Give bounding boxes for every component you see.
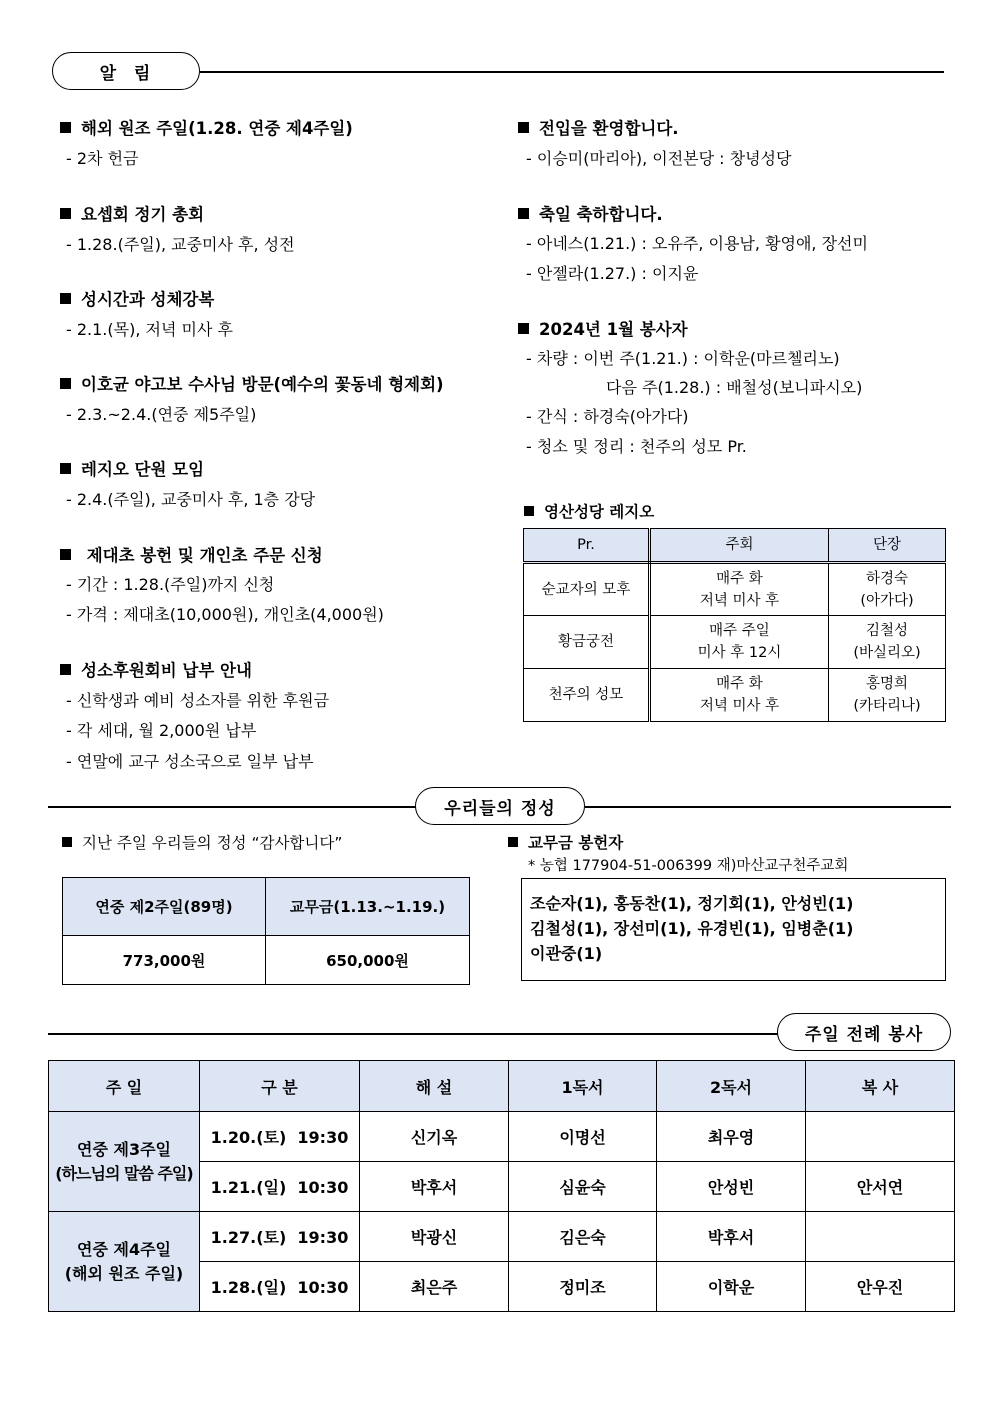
legio-pr-name: 천주의 성모: [524, 669, 650, 722]
legio-leader-name: 홍명희: [865, 676, 909, 692]
legio-meeting-when: 미사 후 12시: [697, 645, 782, 661]
bullet-square-icon: [60, 664, 71, 675]
liturgy-commentary: 박후서: [360, 1162, 509, 1212]
donors-line: 이관중(1): [530, 944, 603, 963]
liturgy-divider: [48, 1033, 778, 1035]
notice-line: - 청소 및 정리 : 천주의 성모 Pr.: [526, 437, 747, 456]
offering-header-sunday: 연중 제2주일(89명): [63, 878, 266, 936]
liturgy-commentary: 신기옥: [360, 1112, 509, 1162]
legio-leader-baptismal: (바실리오): [853, 645, 921, 661]
notice-divider: [200, 71, 944, 73]
bullet-square-icon: [518, 323, 529, 334]
notice-heading: [60, 115, 353, 139]
notice-line: - 1.28.(주일), 교중미사 후, 성전: [66, 235, 295, 254]
legio-header-pr: Pr.: [524, 529, 650, 563]
legio-row: [524, 616, 946, 669]
offering-section-title: [415, 787, 585, 825]
offering-header-dues: 교무금(1.13.~1.19.): [266, 878, 470, 936]
legio-row: [524, 669, 946, 722]
thanks-heading-text: 지난 주일 우리들의 정성 “감사합니다”: [82, 834, 343, 852]
legio-meeting-when: 저녁 미사 후: [699, 698, 780, 714]
liturgy-section-title: [777, 1013, 951, 1051]
donors-heading: [508, 831, 623, 853]
liturgy-sunday-name: 연중 제3주일: [77, 1139, 171, 1159]
notice-line: - 2.1.(목), 저녁 미사 후: [66, 320, 233, 339]
bullet-square-icon: [60, 463, 71, 474]
donors-line: 조순자(1), 홍동찬(1), 정기회(1), 안성빈(1): [530, 894, 854, 913]
legio-leader-name: 김철성: [865, 623, 909, 639]
notice-title-text: 알 림: [99, 63, 153, 84]
bullet-square-icon: [60, 208, 71, 219]
legio-meeting-day: 매주 화: [716, 676, 763, 692]
notice-line: - 2차 헌금: [66, 149, 139, 168]
legio-pr-name: 순교자의 모후: [524, 563, 650, 616]
notice-heading-text: 2024년 1월 봉사자: [539, 320, 688, 339]
liturgy-time: 1.20.(토) 19:30: [200, 1112, 360, 1162]
liturgy-reading2: 박후서: [657, 1212, 806, 1262]
liturgy-reading2: 안성빈: [657, 1162, 806, 1212]
liturgy-sunday-theme: (해외 원조 주일): [64, 1263, 184, 1283]
liturgy-header-reading2: 2독서: [657, 1061, 806, 1112]
legio-leader-name: 하경숙: [865, 570, 909, 587]
notice-line: - 가격 : 제대초(10,000원), 개인초(4,000원): [66, 605, 384, 624]
liturgy-commentary: 박광신: [360, 1212, 509, 1262]
bullet-square-icon: [60, 378, 71, 389]
legio-leader-baptismal: (카타리나): [853, 698, 921, 714]
liturgy-time: 1.21.(일) 10:30: [200, 1162, 360, 1212]
notice-line: - 연말에 교구 성소국으로 일부 납부: [66, 752, 314, 771]
offering-divider-right: [585, 806, 951, 808]
legio-heading: [524, 500, 654, 522]
liturgy-row: [49, 1112, 955, 1162]
notice-line: - 기간 : 1.28.(주일)까지 신청: [66, 575, 275, 594]
bullet-square-icon: [508, 837, 518, 847]
liturgy-server: [806, 1112, 955, 1162]
legio-meeting-time: [650, 669, 829, 722]
offering-divider-left: [48, 806, 416, 808]
bullet-square-icon: [524, 506, 534, 516]
offering-value-sunday: 773,000원: [63, 936, 266, 985]
legio-leader-baptismal: (아가다): [860, 592, 914, 609]
thanks-heading: [62, 831, 342, 853]
notice-heading: [518, 201, 663, 225]
liturgy-time: 1.27.(토) 19:30: [200, 1212, 360, 1262]
liturgy-reading2: 이학운: [657, 1262, 806, 1312]
liturgy-sunday-theme: (하느님의 말씀 주일): [55, 1163, 193, 1183]
bullet-square-icon: [60, 293, 71, 304]
notice-heading-text: 제대초 봉헌 및 개인초 주문 신청: [81, 546, 323, 565]
notice-heading: [60, 657, 252, 681]
notice-line: - 신학생과 예비 성소자를 위한 후원금: [66, 691, 330, 710]
legio-meeting-time: [650, 616, 829, 669]
account-number: * 농협 177904-51-006399 재)마산교구천주교회: [528, 858, 849, 874]
notice-line: - 2.3.~2.4.(연중 제5주일): [66, 405, 257, 424]
liturgy-server: 안서연: [806, 1162, 955, 1212]
notice-line: - 간식 : 하경숙(아가다): [526, 407, 689, 426]
liturgy-reading1: 이명선: [509, 1112, 657, 1162]
legio-meeting-time: [650, 563, 829, 616]
notice-heading: [60, 542, 323, 566]
liturgy-reading1: 김은숙: [509, 1212, 657, 1262]
legio-header-row: [524, 529, 946, 563]
legio-meeting-day: 매주 주일: [709, 623, 770, 639]
liturgy-header-division: 구 분: [200, 1061, 360, 1112]
legio-leader: [829, 669, 946, 722]
liturgy-sunday-name: 연중 제4주일: [77, 1239, 171, 1259]
liturgy-reading1: 정미조: [509, 1262, 657, 1312]
legio-meeting-when: 저녁 미사 후: [699, 592, 780, 609]
notice-heading: [518, 115, 679, 139]
notice-heading-text: 이호균 야고보 수사님 방문(예수의 꽃동네 형제회): [81, 375, 444, 394]
liturgy-header-reading1: 1독서: [509, 1061, 657, 1112]
liturgy-server: 안우진: [806, 1262, 955, 1312]
offering-header-row: [63, 878, 470, 936]
bullet-square-icon: [60, 122, 71, 133]
legio-heading-text: 영산성당 레지오: [544, 503, 655, 521]
notice-line: - 아네스(1.21.) : 오유주, 이용남, 황영애, 장선미: [526, 234, 868, 253]
legio-header-meeting: 주회: [650, 529, 829, 563]
liturgy-reading1: 심윤숙: [509, 1162, 657, 1212]
notice-section-title: [52, 52, 200, 90]
notice-heading: [60, 286, 214, 310]
legio-leader: [829, 563, 946, 616]
notice-heading-text: 레지오 단원 모임: [81, 460, 205, 479]
bullet-square-icon: [518, 122, 529, 133]
liturgy-time: 1.28.(일) 10:30: [200, 1262, 360, 1312]
legio-header-leader: 단장: [829, 529, 946, 563]
liturgy-table: [48, 1060, 955, 1312]
offering-title-text: 우리들의 정성: [444, 798, 556, 819]
notice-heading: [60, 456, 204, 480]
liturgy-header-server: 복 사: [806, 1061, 955, 1112]
donors-box: [521, 878, 946, 981]
notice-heading: [60, 371, 444, 395]
notice-heading: [518, 316, 688, 340]
notice-line: - 이승미(마리아), 이전본당 : 창녕성당: [526, 149, 792, 168]
offering-value-row: [63, 936, 470, 985]
bullet-square-icon: [60, 549, 71, 560]
notice-heading: [60, 201, 204, 225]
liturgy-reading2: 최우영: [657, 1112, 806, 1162]
notice-line: - 차량 : 이번 주(1.21.) : 이학운(마르첼리노): [526, 349, 840, 368]
notice-line: 다음 주(1.28.) : 배철성(보니파시오): [606, 378, 863, 397]
liturgy-row: [49, 1212, 955, 1262]
notice-heading-text: 성시간과 성체강복: [81, 290, 215, 309]
notice-heading-text: 해외 원조 주일(1.28. 연중 제4주일): [81, 119, 353, 138]
donors-line: 김철성(1), 장선미(1), 유경빈(1), 임병춘(1): [530, 919, 854, 938]
legio-row: [524, 563, 946, 616]
liturgy-title-text: 주일 전례 봉사: [804, 1024, 924, 1045]
legio-leader: [829, 616, 946, 669]
notice-line: - 2.4.(주일), 교중미사 후, 1층 강당: [66, 490, 316, 509]
legio-meeting-day: 매주 화: [716, 570, 763, 587]
bullet-square-icon: [62, 837, 72, 847]
liturgy-header-row: [49, 1061, 955, 1112]
offering-table: [62, 877, 470, 985]
notice-heading-text: 전입을 환영합니다.: [539, 119, 679, 138]
liturgy-commentary: 최은주: [360, 1262, 509, 1312]
notice-heading-text: 요셉회 정기 총회: [81, 205, 205, 224]
liturgy-header-commentary: 해 설: [360, 1061, 509, 1112]
legio-pr-name: 황금궁전: [524, 616, 650, 669]
liturgy-sunday-cell: [49, 1212, 200, 1312]
notice-line: - 안젤라(1.27.) : 이지윤: [526, 264, 699, 283]
donors-heading-text: 교무금 봉헌자: [528, 834, 624, 852]
notice-heading-text: 성소후원회비 납부 안내: [81, 661, 252, 680]
liturgy-server: [806, 1212, 955, 1262]
legio-table: [523, 528, 946, 722]
bullet-square-icon: [518, 208, 529, 219]
liturgy-header-sunday: 주 일: [49, 1061, 200, 1112]
offering-value-dues: 650,000원: [266, 936, 470, 985]
liturgy-sunday-cell: [49, 1112, 200, 1212]
notice-line: - 각 세대, 월 2,000원 납부: [66, 721, 257, 740]
notice-heading-text: 축일 축하합니다.: [539, 205, 663, 224]
